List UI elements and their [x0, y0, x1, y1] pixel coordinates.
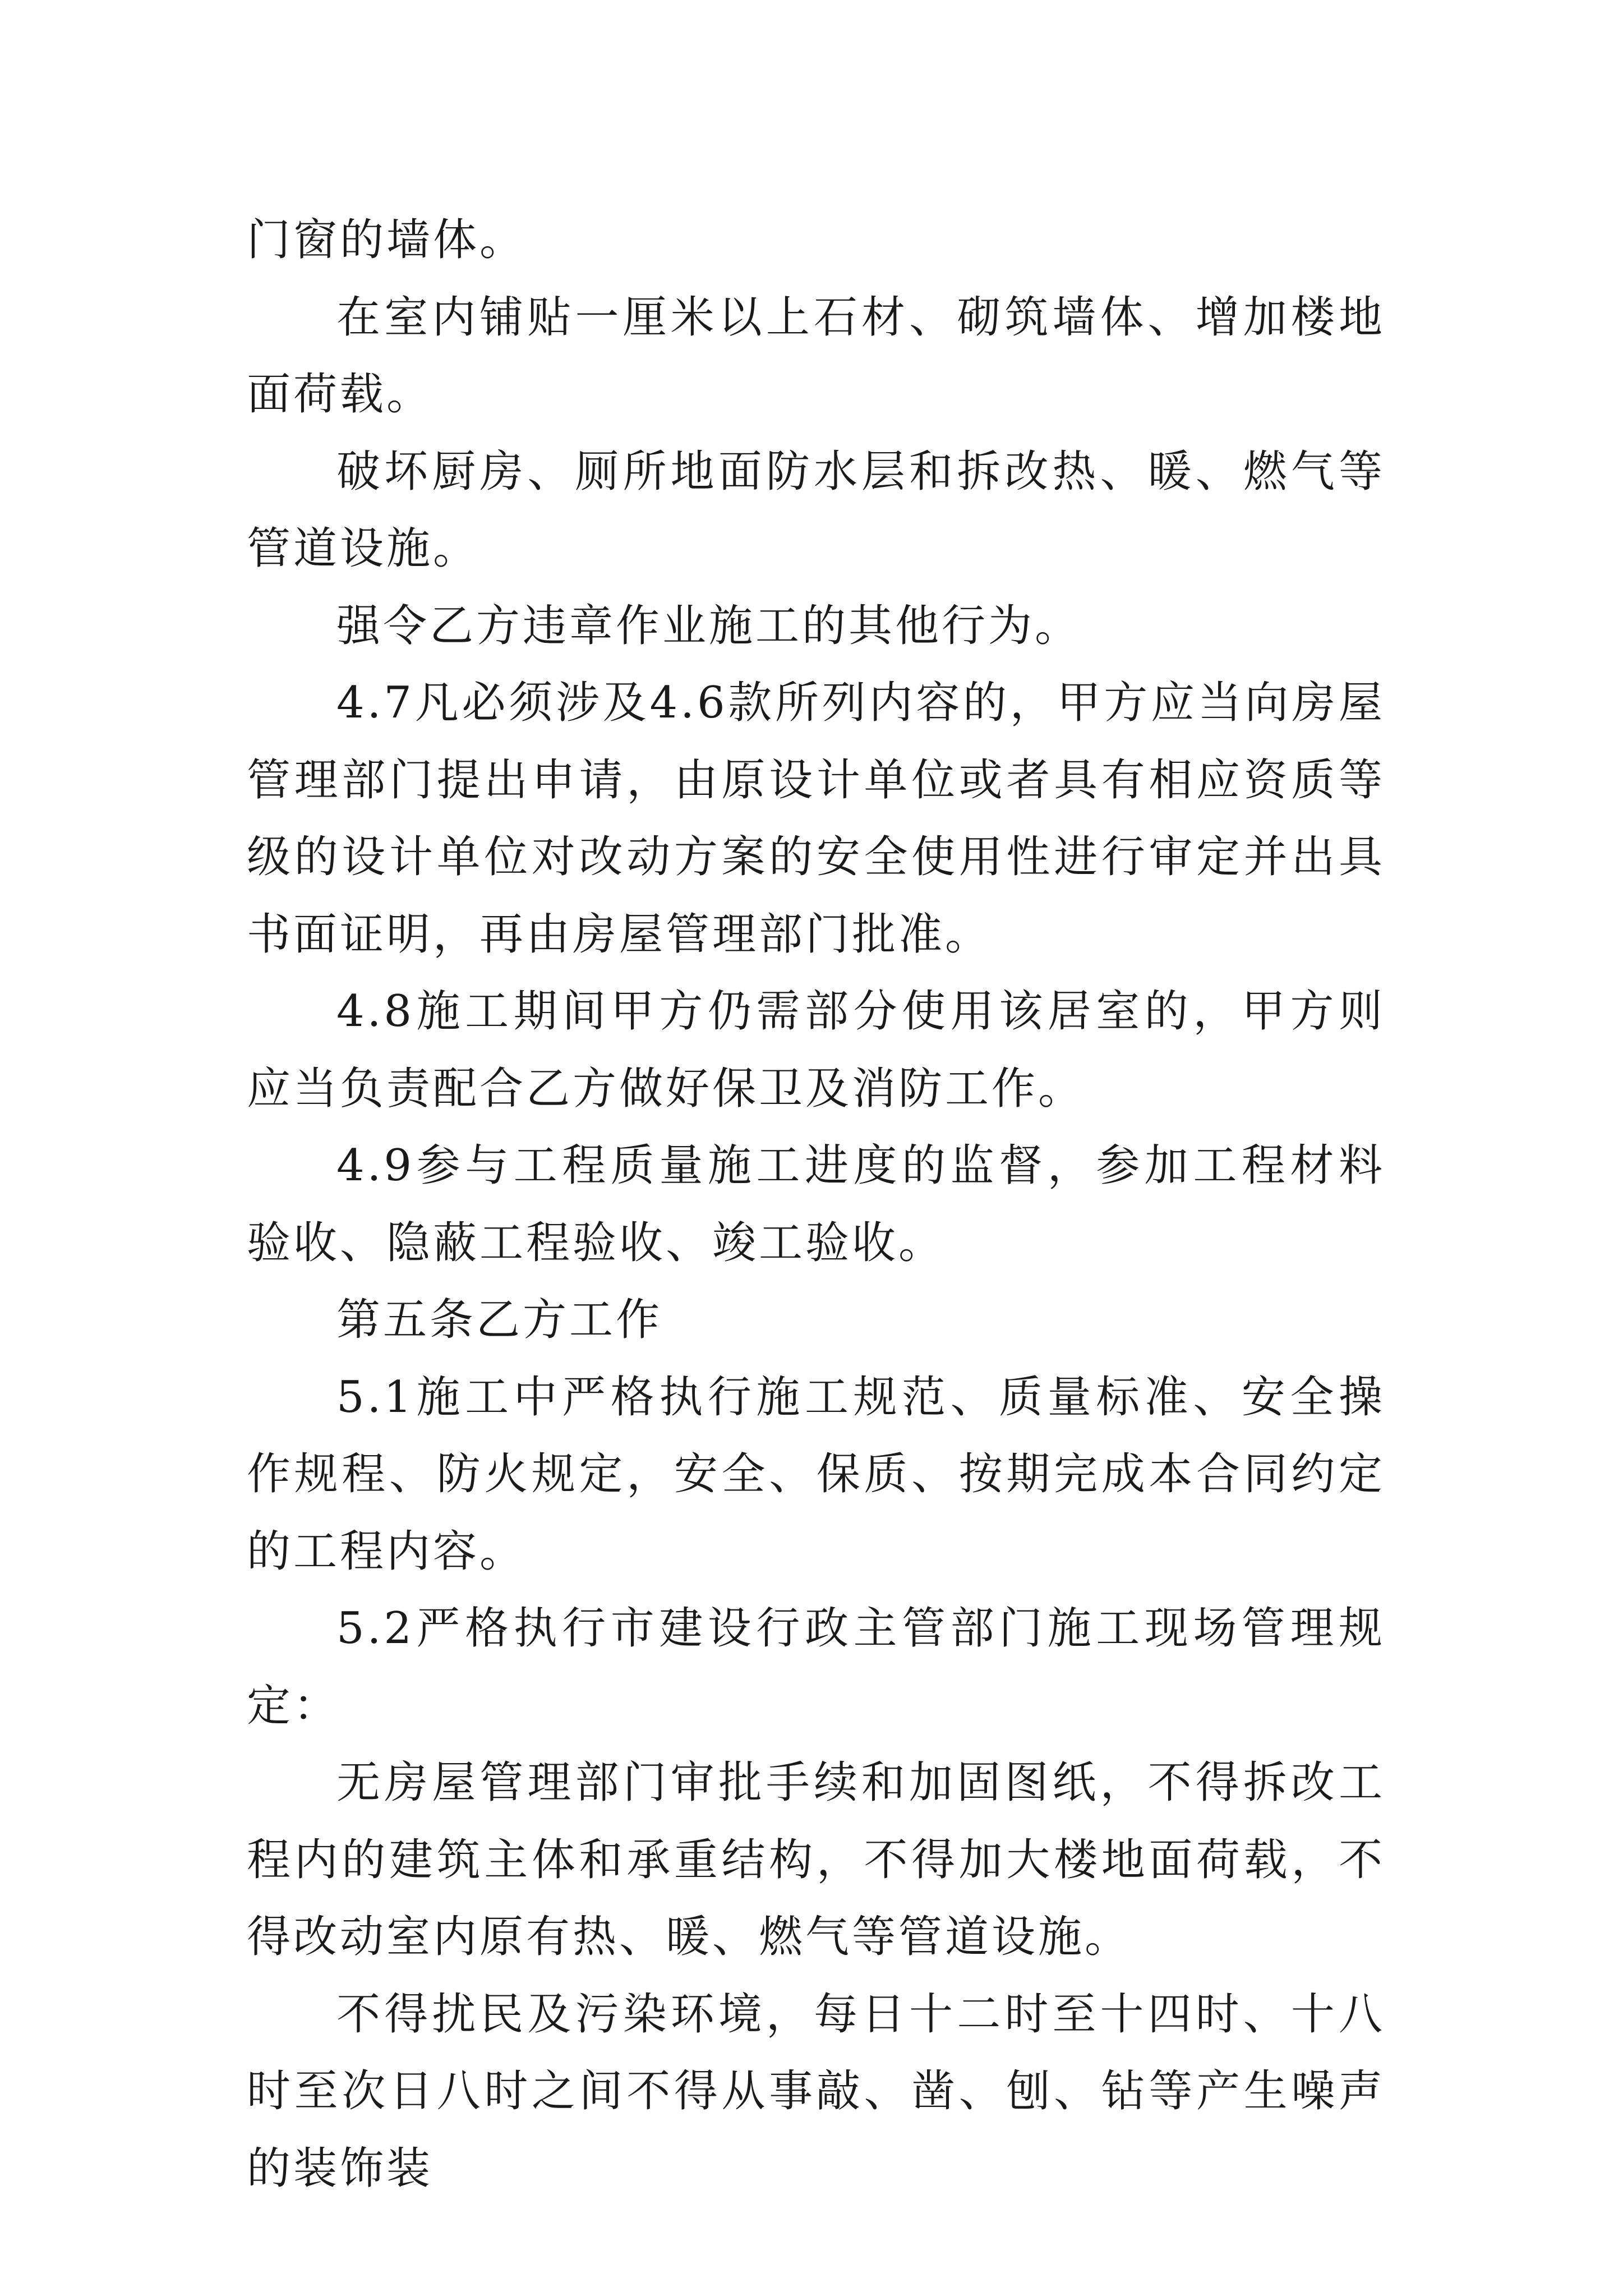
section-heading-article-5: 第五条乙方工作: [336, 1295, 663, 1345]
paragraph-stone-tiling: 在室内铺贴一厘米以上石材、砌筑墙体、增加楼地面荷载。: [247, 292, 1385, 420]
clause-5-1: 5.1施工中严格执行施工规范、质量标准、安全操作规程、防火规定，安全、保质、按期完成本合同约定的工程内容。: [247, 1372, 1385, 1577]
document-body: [247, 202, 1385, 2207]
paragraph-no-structural-change: 无房屋管理部门审批手续和加固图纸，不得拆改工程内的建筑主体和承重结构，不得加大楼地面荷载，不得改动室内原有热、暖、燃气等管道设施。: [247, 1757, 1385, 1962]
clause-4-7: 4.7凡必须涉及4.6款所列内容的，甲方应当向房屋管理部门提出申请，由原设计单位或者具有相应资质等级的设计单位对改动方案的安全使用性进行审定并出具书面证明，再由房屋管理部门批准。: [247, 678, 1385, 960]
paragraph-illegal-operation: 强令乙方违章作业施工的其他行为。: [336, 600, 1082, 651]
paragraph-waterproof-layer: 破坏厨房、厕所地面防水层和拆改热、暖、燃气等管道设施。: [247, 446, 1385, 574]
paragraph-wall-doors-windows: 门窗的墙体。: [247, 215, 527, 265]
clause-4-8: 4.8施工期间甲方仍需部分使用该居室的，甲方则应当负责配合乙方做好保卫及消防工作。: [247, 986, 1385, 1114]
clause-4-9: 4.9参与工程质量施工进度的监督，参加工程材料验收、隐蔽工程验收、竣工验收。: [247, 1140, 1385, 1268]
paragraph-no-disturbance: 不得扰民及污染环境，每日十二时至十四时、十八时至次日八时之间不得从事敲、凿、刨、钻等产生噪声的装饰装: [247, 1989, 1385, 2194]
clause-5-2: 5.2严格执行市建设行政主管部门施工现场管理规定：: [247, 1603, 1385, 1731]
